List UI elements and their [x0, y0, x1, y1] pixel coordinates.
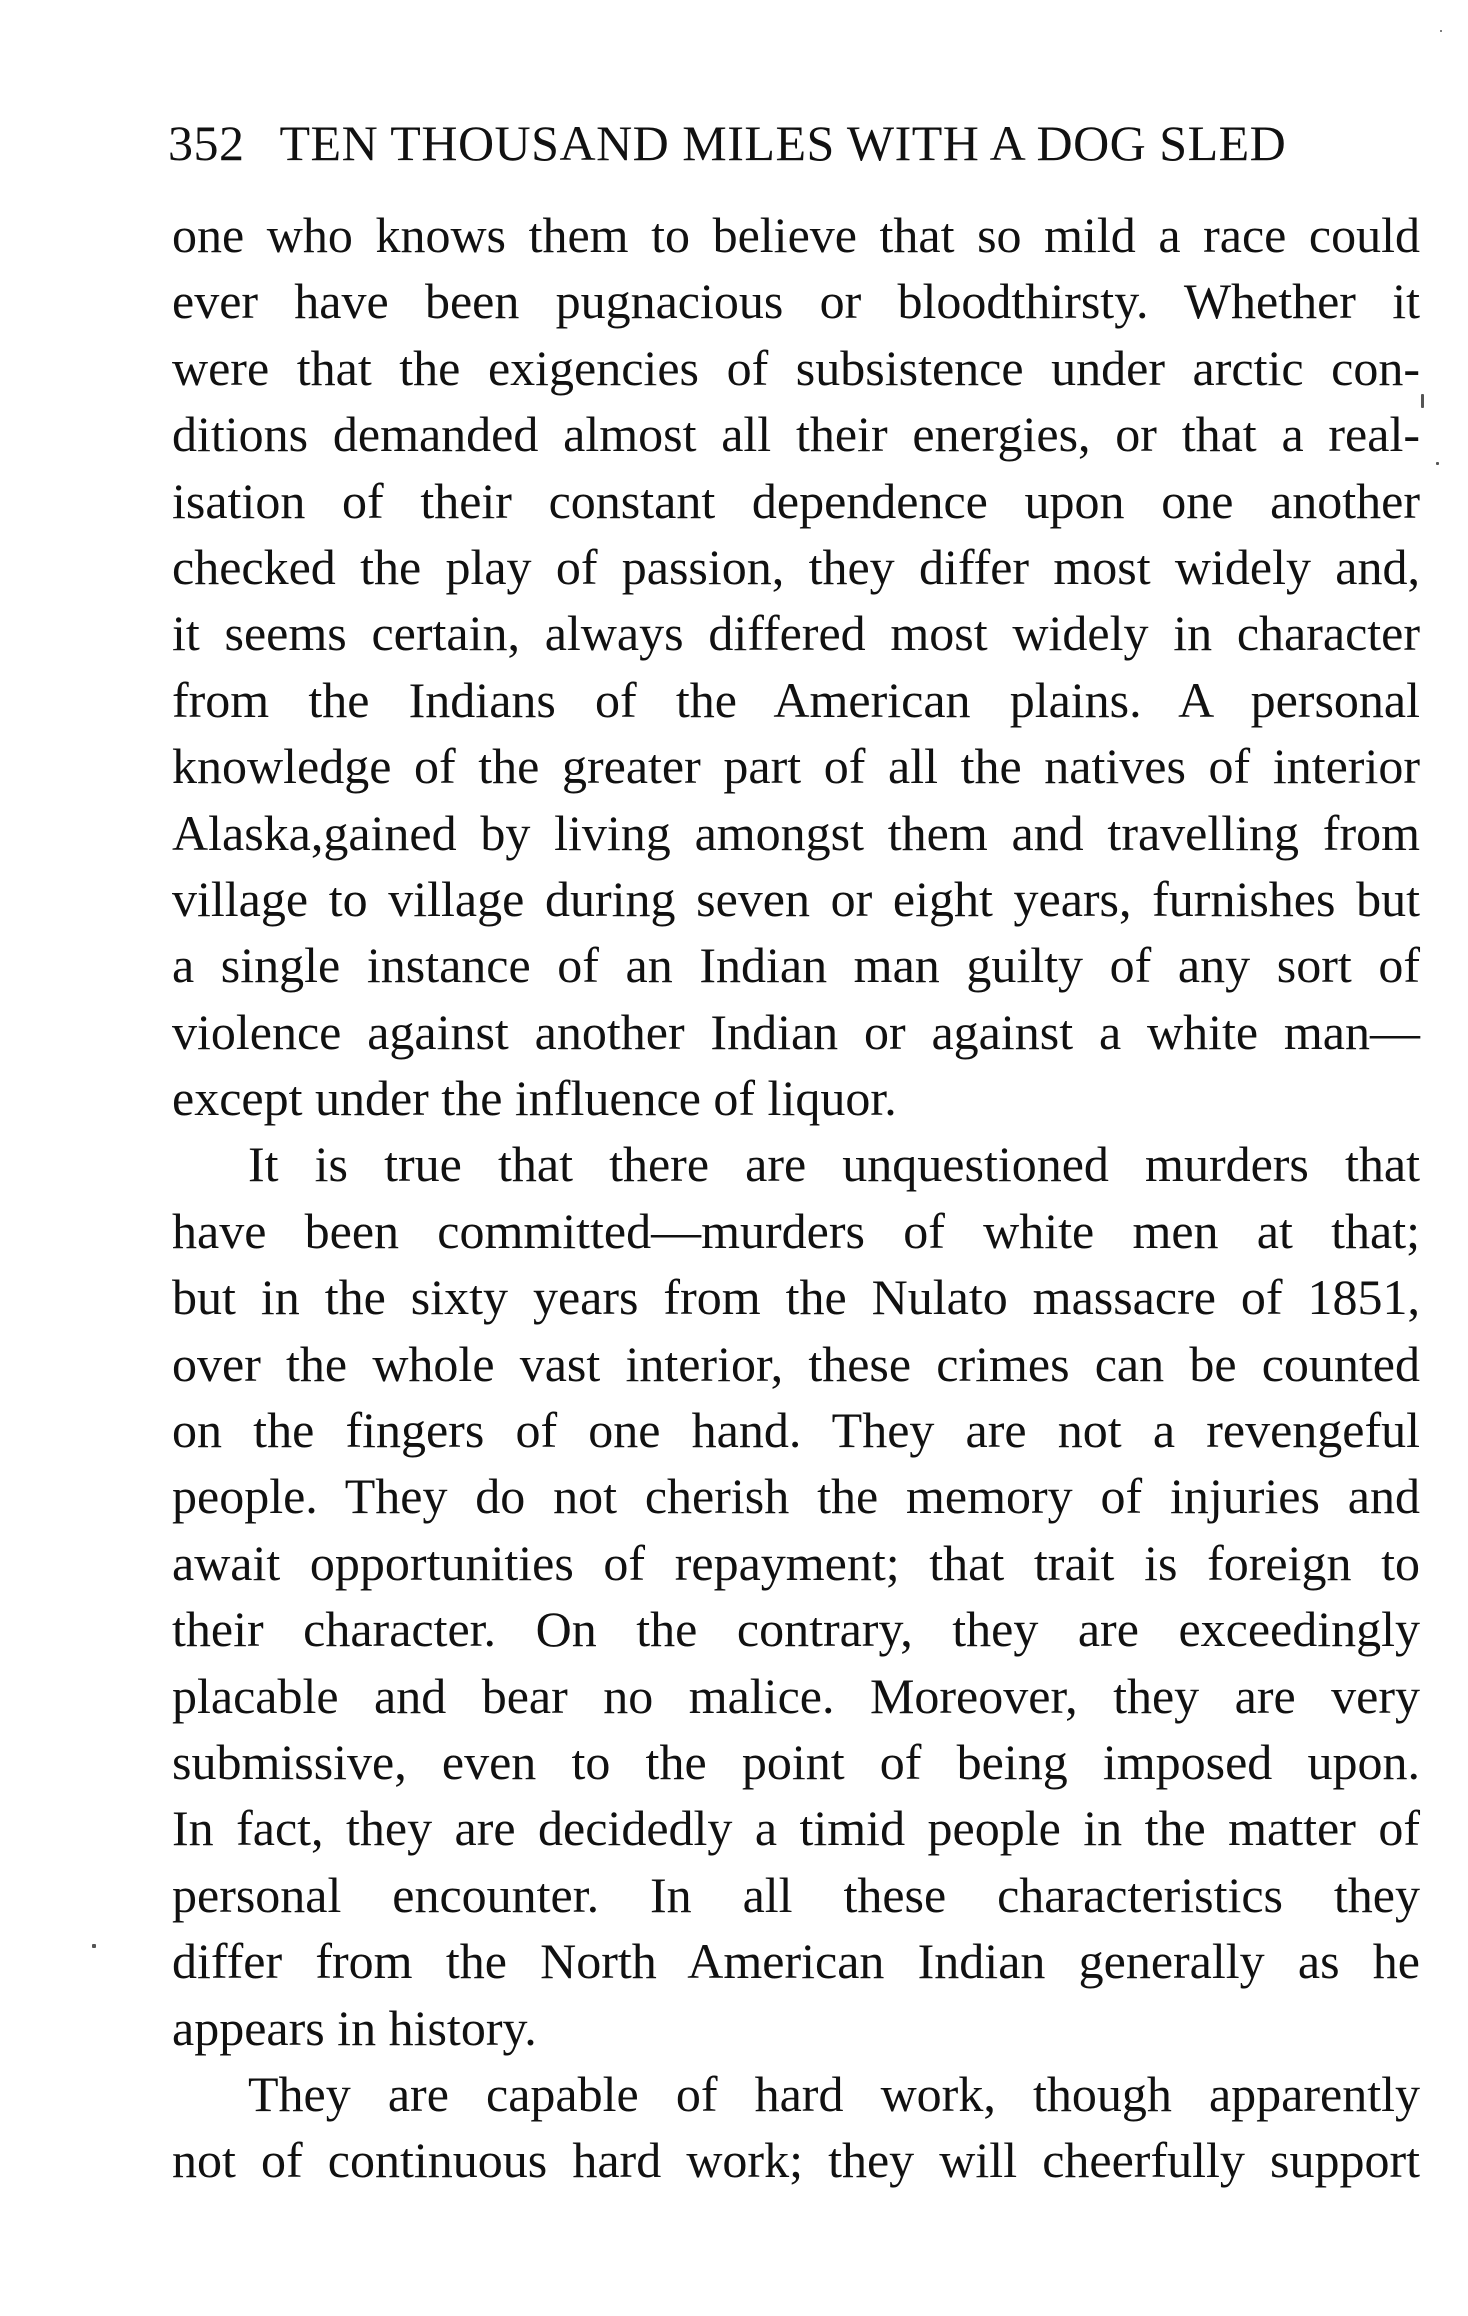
scan-speck	[1436, 462, 1439, 465]
text-line: knowledge of the greater part of all the natives of interior	[172, 738, 1420, 795]
scan-speck	[92, 1944, 96, 1948]
text-line: await opportunities of repayment; that trait is foreign to	[172, 1534, 1420, 1591]
text-line: have been committed—murders of white men at that;	[172, 1202, 1420, 1259]
text-line: were that the exigencies of subsistence under arctic con-	[172, 339, 1420, 396]
running-head	[168, 108, 1368, 178]
text-line: not of continuous hard work; they will cheerfully support	[172, 2132, 1420, 2189]
text-line: people. They do not cherish the memory of injuries and	[172, 1468, 1420, 1525]
text-line: It is true that there are unquestioned murders that	[248, 1136, 1420, 1193]
text-line: except under the influence of liquor.	[172, 1070, 897, 1127]
text-line: but in the sixty years from the Nulato massacre of 1851,	[172, 1269, 1420, 1326]
text-line: on the fingers of one hand. They are not a revengeful	[172, 1402, 1420, 1459]
running-title: TEN THOUSAND MILES WITH A DOG SLED	[279, 115, 1287, 171]
text-line: Alaska,gained by living amongst them and travelling from	[172, 804, 1420, 861]
text-line: differ from the North American Indian generally as he	[172, 1933, 1420, 1990]
scan-speck	[1440, 30, 1442, 32]
text-line: checked the play of passion, they differ most widely and,	[172, 538, 1420, 595]
text-line: appears in history.	[172, 1999, 537, 2056]
text-line: In fact, they are decidedly a timid people in the matter of	[172, 1800, 1420, 1857]
text-line: a single instance of an Indian man guilty of any sort of	[172, 937, 1420, 994]
text-line: submissive, even to the point of being imposed upon.	[172, 1733, 1420, 1790]
text-line: ditions demanded almost all their energies, or that a real-	[172, 406, 1420, 463]
text-line: They are capable of hard work, though apparently	[248, 2065, 1420, 2122]
text-line: personal encounter. In all these characteristics they	[172, 1866, 1420, 1923]
page-number: 352	[168, 115, 245, 171]
text-line: village to village during seven or eight years, furnishes but	[172, 870, 1420, 927]
text-line: isation of their constant dependence upon one another	[172, 472, 1420, 529]
text-line: ever have been pugnacious or bloodthirsty. Whether it	[172, 273, 1420, 330]
text-line: placable and bear no malice. Moreover, they are very	[172, 1667, 1420, 1724]
text-line: their character. On the contrary, they are exceedingly	[172, 1601, 1420, 1658]
scan-speck	[1421, 394, 1424, 408]
text-line: over the whole vast interior, these crimes can be counted	[172, 1335, 1420, 1392]
text-line: violence against another Indian or against a white man—	[172, 1003, 1420, 1060]
body-text	[172, 202, 1420, 2194]
text-line: from the Indians of the American plains. A personal	[172, 671, 1420, 728]
text-line: it seems certain, always differed most widely in character	[172, 605, 1420, 662]
text-line: one who knows them to believe that so mild a race could	[172, 207, 1420, 263]
